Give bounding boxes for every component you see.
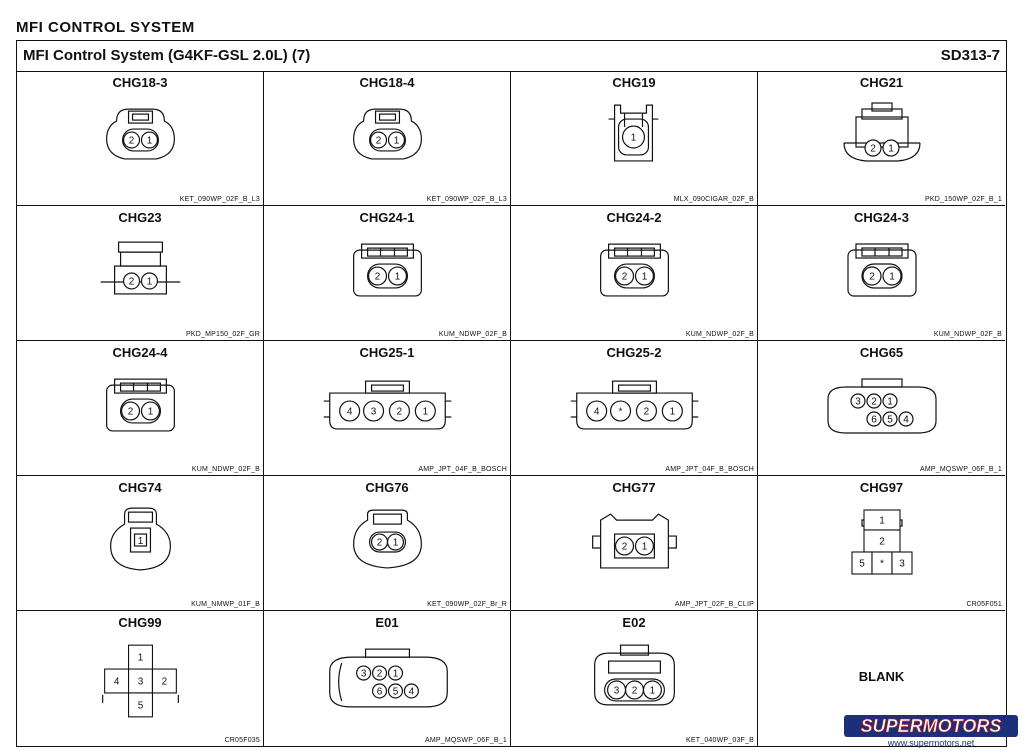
connector-drawing — [511, 91, 757, 191]
connector-drawing — [17, 91, 263, 191]
connector-label: CHG25-2 — [606, 345, 662, 360]
connector-label: E02 — [622, 615, 646, 630]
connector-cell — [17, 611, 264, 746]
connector-part-code: KUM_NDWP_02F_B — [685, 331, 754, 338]
connector-cell — [17, 341, 264, 476]
pin-number: 2 — [631, 685, 638, 697]
connector-part-code: KET_090WP_02F_B_L3 — [179, 196, 260, 203]
pin-number: 2 — [643, 406, 650, 418]
connector-drawing — [264, 631, 510, 731]
connector-drawing — [264, 91, 510, 191]
connector-part-code: KUM_NDWP_02F_B — [191, 466, 260, 473]
pin-number: 2 — [161, 676, 168, 688]
diagram-title: MFI Control System (G4KF-GSL 2.0L) (7) — [23, 47, 311, 64]
connector-part-code: KUM_NDWP_02F_B — [933, 331, 1002, 338]
pin-number: 2 — [879, 536, 885, 548]
connector-label: CHG77 — [612, 480, 656, 495]
connector-label: CHG24-3 — [854, 210, 909, 225]
connector-label: CHG99 — [118, 615, 162, 630]
pin-number: 1 — [394, 271, 401, 283]
pin-number: 2 — [621, 541, 628, 553]
pin-number: 1 — [422, 406, 429, 418]
pin-number: 4 — [903, 414, 909, 426]
connector-cell — [758, 476, 1005, 611]
pin-number: 3 — [899, 558, 905, 570]
pin-number: 1 — [887, 396, 893, 408]
connector-cell — [264, 206, 511, 341]
connector-part-code: AMP_JPT_02F_B_CLIP — [674, 601, 754, 608]
connector-drawing — [758, 361, 1005, 461]
connector-drawing — [17, 496, 263, 596]
pin-number: 2 — [376, 537, 383, 549]
connector-label: CHG21 — [859, 75, 904, 90]
pin-number: 1 — [147, 406, 154, 418]
connector-drawing — [758, 91, 1005, 191]
supermotors-watermark — [842, 714, 1020, 748]
pin-number: 1 — [392, 668, 399, 680]
connector-part-code: AMP_JPT_04F_B_BOSCH — [418, 466, 507, 473]
pin-number: 2 — [870, 143, 876, 155]
pin-number: 2 — [869, 271, 875, 283]
pin-number: 1 — [393, 135, 400, 147]
connector-cell — [511, 341, 758, 476]
pin-number: 2 — [128, 276, 135, 288]
pin-number: 1 — [888, 143, 894, 155]
connector-part-code: PKD_150WP_02F_B_1 — [925, 196, 1002, 203]
pin-number: 1 — [137, 652, 144, 664]
pin-number: 1 — [641, 541, 648, 553]
connector-part-code: KUM_NDWP_02F_B — [438, 331, 507, 338]
connector-part-code: AMP_MQSWP_06F_B_1 — [920, 466, 1002, 473]
connector-drawing — [758, 226, 1005, 326]
pin-number: 4 — [593, 406, 600, 418]
connector-drawing — [511, 496, 757, 596]
pin-number: 2 — [871, 396, 877, 408]
watermark-brand: SUPERMOTORS — [860, 716, 1002, 736]
connector-drawing — [264, 226, 510, 326]
pin-number: 3 — [370, 406, 377, 418]
connector-label: CHG25-1 — [359, 345, 415, 360]
pin-number: 3 — [613, 685, 620, 697]
connector-part-code: CR05F051 — [966, 601, 1002, 608]
pin-number: 1 — [641, 271, 648, 283]
pin-number: 5 — [887, 414, 893, 426]
pin-number: 1 — [146, 276, 153, 288]
connector-label: CHG65 — [859, 345, 904, 360]
pin-number: 1 — [669, 406, 676, 418]
diagram-frame — [16, 40, 1007, 747]
connector-label: CHG24-2 — [606, 210, 662, 225]
pin-number: 5 — [859, 558, 865, 570]
pin-number: 2 — [375, 135, 382, 147]
pin-number: 6 — [871, 414, 877, 426]
connector-cell — [758, 206, 1005, 341]
connector-cell — [758, 71, 1005, 206]
connector-cell — [17, 71, 264, 206]
connector-cell — [511, 476, 758, 611]
connector-label: CHG97 — [859, 480, 904, 495]
connector-cell — [17, 476, 264, 611]
connector-part-code: KUM_NMWP_01F_B — [191, 601, 260, 608]
connector-part-code: AMP_MQSWP_06F_B_1 — [425, 737, 507, 744]
connector-part-code: CR05F035 — [224, 737, 260, 744]
connector-cell — [758, 341, 1005, 476]
connector-grid — [17, 71, 1006, 746]
connector-drawing — [511, 226, 757, 326]
connector-label: CHG23 — [118, 210, 162, 225]
connector-drawing — [17, 226, 263, 326]
pin-number: 4 — [113, 676, 120, 688]
pin-number: 2 — [374, 271, 381, 283]
connector-drawing — [511, 361, 757, 461]
pin-number: * — [880, 558, 884, 570]
pin-number: 3 — [360, 668, 367, 680]
connector-drawing — [17, 631, 263, 731]
blank-label: BLANK — [858, 669, 905, 684]
connector-cell — [264, 611, 511, 746]
connector-cell — [511, 206, 758, 341]
connector-label: CHG24-4 — [112, 345, 168, 360]
pin-number: 5 — [137, 700, 144, 712]
pin-number: 1 — [630, 132, 637, 144]
pin-number: 4 — [346, 406, 353, 418]
connector-part-code: KET_090WP_02F_Br_R — [427, 601, 507, 608]
connector-cell — [511, 71, 758, 206]
connector-label: E01 — [375, 615, 399, 630]
diagram-code: SD313-7 — [940, 47, 1000, 64]
connector-label: CHG19 — [612, 75, 656, 90]
diagram-header — [17, 41, 1006, 72]
connector-label: CHG18-4 — [359, 75, 415, 90]
connector-cell — [264, 476, 511, 611]
connector-part-code: KET_040WP_03F_B — [686, 737, 754, 744]
pin-number: 3 — [855, 396, 861, 408]
connector-cell — [511, 611, 758, 746]
pin-number: * — [618, 406, 623, 418]
connector-drawing — [264, 496, 510, 596]
pin-number: 6 — [376, 686, 383, 698]
pin-number: 4 — [408, 686, 415, 698]
connector-drawing — [264, 361, 510, 461]
connector-cell — [264, 71, 511, 206]
pin-number: 1 — [392, 537, 399, 549]
pin-number: 1 — [889, 271, 895, 283]
pin-number: 1 — [137, 536, 144, 548]
pin-number: 5 — [392, 686, 399, 698]
pin-number: 3 — [137, 676, 144, 688]
pin-number: 1 — [879, 515, 885, 527]
pin-number: 1 — [146, 135, 153, 147]
connector-drawing — [511, 631, 757, 731]
connector-part-code: KET_090WP_02F_B_L3 — [426, 196, 507, 203]
connector-cell — [17, 206, 264, 341]
pin-number: 2 — [127, 406, 134, 418]
pin-number: 2 — [376, 668, 383, 680]
connector-part-code: AMP_JPT_04F_B_BOSCH — [665, 466, 754, 473]
connector-part-code: PKD_MP150_02F_GR — [185, 331, 260, 338]
connector-drawing — [17, 361, 263, 461]
connector-cell — [264, 341, 511, 476]
connector-part-code: MLX_090CIGAR_02F_B — [673, 196, 754, 203]
connector-drawing — [758, 496, 1005, 596]
pin-number: 2 — [128, 135, 135, 147]
connector-label: CHG76 — [365, 480, 409, 495]
connector-label: CHG18-3 — [112, 75, 168, 90]
connector-label: CHG74 — [118, 480, 162, 495]
pin-number: 2 — [396, 406, 403, 418]
pin-number: 1 — [649, 685, 656, 697]
section-title: MFI CONTROL SYSTEM — [16, 19, 195, 36]
connector-label: CHG24-1 — [359, 210, 415, 225]
watermark-url: www.supermotors.net — [887, 738, 975, 748]
pin-number: 2 — [621, 271, 628, 283]
